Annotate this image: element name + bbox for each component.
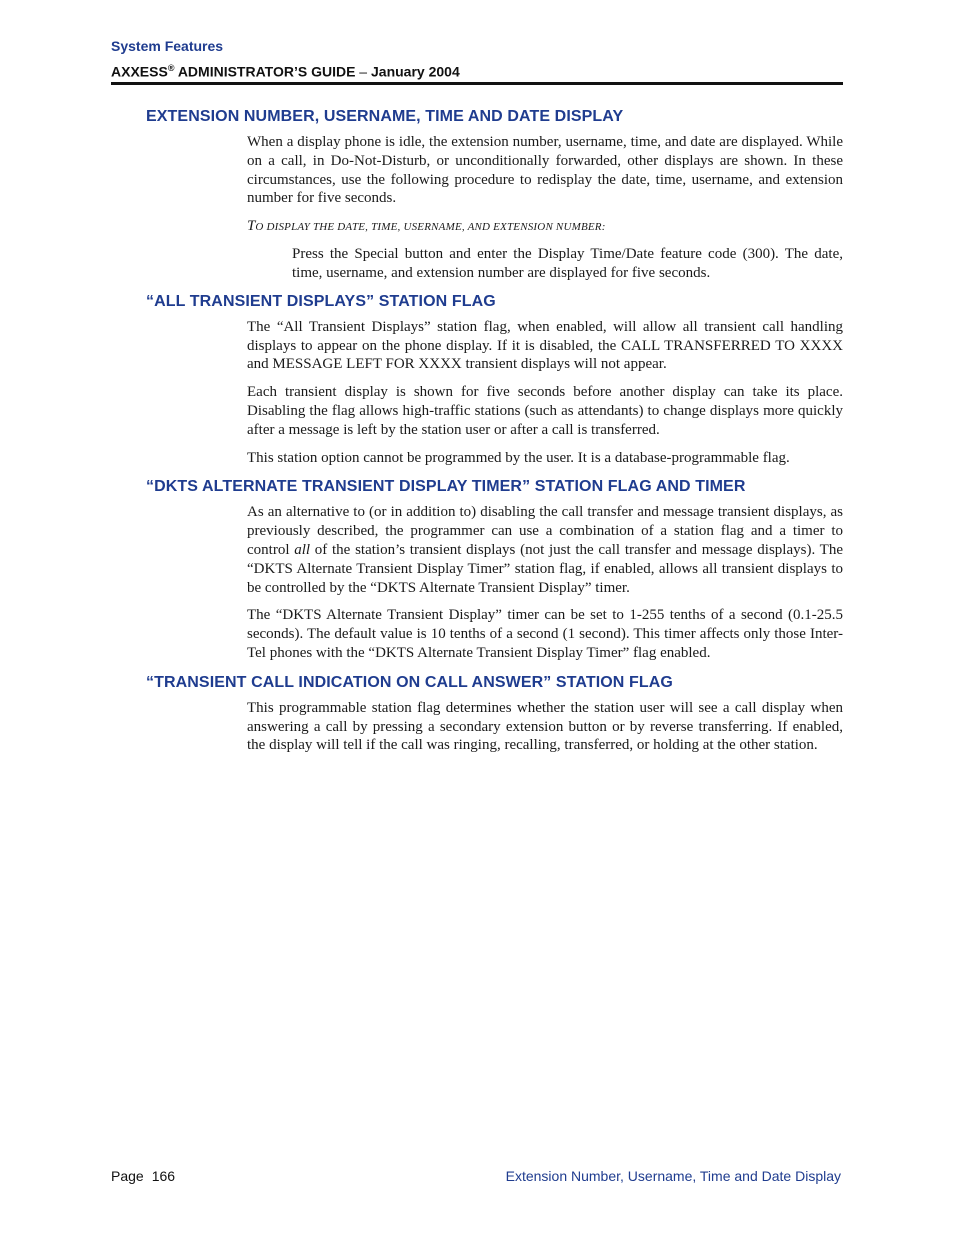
- emphasis-text: all: [294, 541, 311, 558]
- page-number-label: [111, 1167, 175, 1185]
- section-transient-call-indication: [146, 672, 843, 755]
- paragraph: When a display phone is idle, the extension number, username, time, and date are displayed. While on a call, in Do-Not-Disturb, or unconditionally forwarded, other displays are shown. In these circumstances, use the following procedure to redisplay the date, time, username, and extension number for five seconds.: [247, 134, 843, 207]
- registered-mark: ®: [167, 63, 175, 73]
- section-all-transient-displays: [146, 291, 843, 468]
- guide-date: January 2004: [371, 63, 460, 80]
- page-content: [146, 106, 843, 764]
- section-heading: “TRANSIENT CALL INDICATION ON CALL ANSWER” STATION FLAG: [146, 673, 673, 691]
- paragraph: This station option cannot be programmed by the user. It is a database-programmable flag.: [247, 449, 790, 466]
- section-heading: EXTENSION NUMBER, USERNAME, TIME AND DATE DISPLAY: [146, 108, 624, 125]
- procedure-text: O DISPLAY THE DATE, TIME, USERNAME, AND EXTENSION NUMBER:: [255, 221, 606, 234]
- section-heading: “DKTS ALTERNATE TRANSIENT DISPLAY TIMER” STATION FLAG AND TIMER: [146, 478, 746, 496]
- paragraph: [247, 503, 843, 597]
- guide-name-rest: ADMINISTRATOR’S GUIDE: [174, 63, 356, 80]
- paragraph: Each transient display is shown for five seconds before another display can take its place. Disabling the flag allows high-traffic stations (such as attendants) to change displays more quickly after a message is left by the station user or after a call is transferred.: [247, 384, 843, 438]
- header-section-title: System Features: [111, 38, 224, 54]
- paragraph: The “DKTS Alternate Transient Display” timer can be set to 1-255 tenths of a second (0.1-25.5 seconds). The default value is 10 tenths of a second (1 second). This timer affects only those Inter-Tel phones with the “DKTS Alternate Transient Display Timer” flag enabled.: [247, 607, 843, 661]
- header-rule: [111, 82, 843, 85]
- text-run: As an alternative to (or in addition to) disabling the call transfer and message transient displays, as previously described, the programmer can use a combination of a station flag and a timer to control: [247, 504, 843, 558]
- procedure-initial: T: [247, 218, 256, 235]
- procedure-heading: [247, 217, 843, 236]
- footer-section-title: Extension Number, Username, Time and Date Display: [505, 1168, 841, 1184]
- guide-name: AXXESS: [111, 63, 168, 80]
- section-heading: “ALL TRANSIENT DISPLAYS” STATION FLAG: [146, 292, 496, 310]
- procedure-step: Press the Special button and enter the Display Time/Date feature code (300). The date, time, username, and extension number are displayed for five seconds.: [292, 246, 843, 281]
- page-label: Page: [111, 1168, 144, 1184]
- paragraph: This programmable station flag determines whether the station user will see a call display when answering a call by pressing a secondary extension button or by reverse transferring. If enabled, the display will tell if the call was ringing, recalling, transferred, or holding at the other station.: [247, 699, 843, 754]
- guide-dash: –: [355, 63, 371, 80]
- paragraph: The “All Transient Displays” station flag, when enabled, will allow all transient call handling displays to appear on the phone display. If it is disabled, the CALL TRANSFERRED TO XXXX and MESSAGE LEFT FOR XXXX transient displays will not appear.: [247, 318, 843, 373]
- page-number: 166: [151, 1168, 176, 1184]
- page-header: [111, 36, 843, 82]
- section-dkts-timer: [146, 476, 843, 662]
- text-run: of the station’s transient displays (not just the call transfer and message displays). The “DKTS Alternate Transient Display Timer” station flag, if enabled, allows all transient displays to be controlled by the “DKTS Alternate Transient Display” timer.: [247, 541, 843, 596]
- section-extension-display: [146, 106, 843, 283]
- header-guide-title: [111, 58, 843, 82]
